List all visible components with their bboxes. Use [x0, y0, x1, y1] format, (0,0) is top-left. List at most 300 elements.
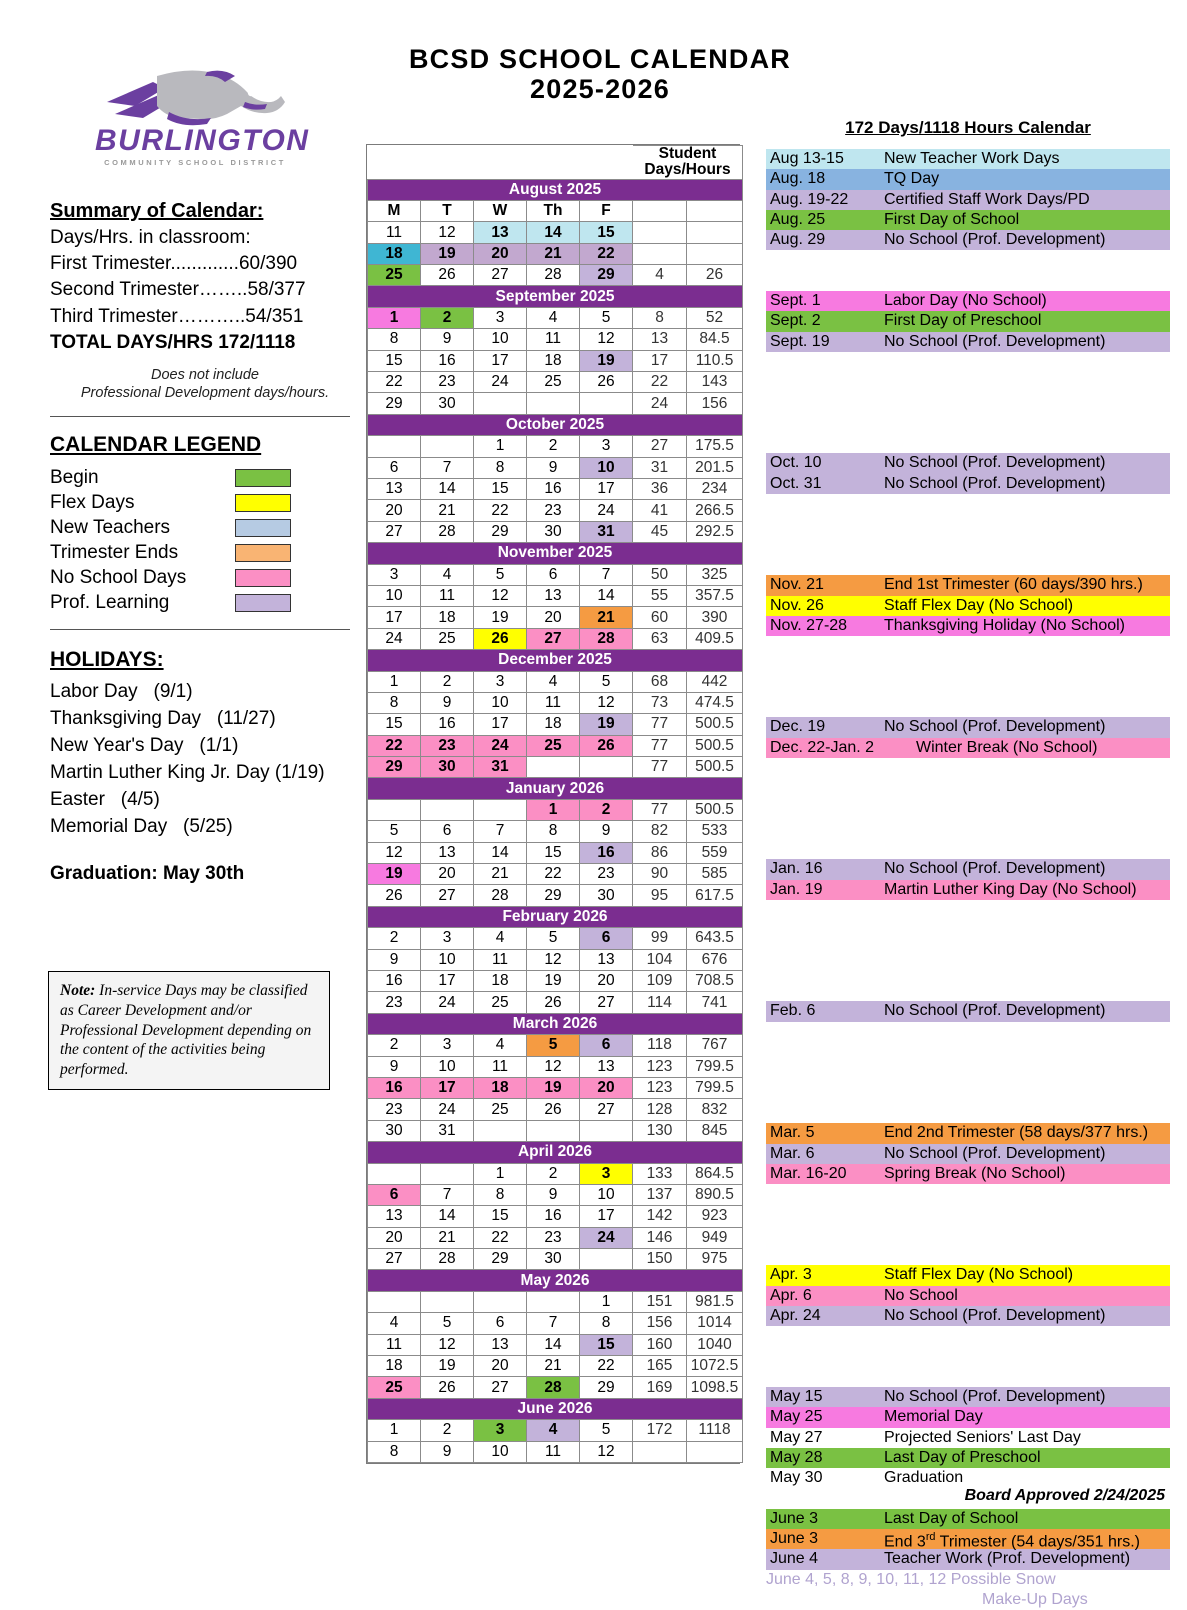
student-hours-cell: 201.5 — [687, 457, 743, 478]
key-date-row — [766, 1428, 1170, 1448]
calendar-day-cell: 10 — [474, 329, 527, 350]
calendar-day-cell: 3 — [580, 1163, 633, 1184]
student-hours-cell: 390 — [687, 607, 743, 628]
calendar-day-cell: 11 — [368, 1334, 421, 1355]
key-dates-spacer — [766, 1245, 1170, 1265]
key-date-description: Staff Flex Day (No School) — [884, 1266, 1074, 1284]
key-dates-spacer — [766, 1347, 1170, 1367]
calendar-day-cell — [474, 1291, 527, 1312]
key-date-date: Nov. 27-28 — [770, 616, 848, 634]
key-date-row — [766, 859, 1170, 879]
summary-footnote-line2: Professional Development days/hours. — [80, 385, 330, 402]
calendar-day-cell: 8 — [527, 821, 580, 842]
calendar-day-cell: 22 — [368, 735, 421, 756]
calendar-day-cell: 15 — [368, 350, 421, 371]
legend-label: Flex Days — [50, 491, 135, 513]
calendar-day-cell: 21 — [421, 500, 474, 521]
calendar-day-cell: 30 — [527, 521, 580, 542]
calendar-day-cell: 16 — [527, 479, 580, 500]
student-hours-cell: 890.5 — [687, 1184, 743, 1205]
key-date-row — [766, 149, 1170, 169]
month-header-row — [368, 1270, 743, 1291]
calendar-day-cell: 19 — [527, 1077, 580, 1098]
calendar-day-cell: 12 — [421, 222, 474, 243]
day-of-week-header: F — [580, 200, 633, 221]
student-days-cell: 77 — [633, 757, 687, 778]
calendar-day-cell: 29 — [368, 393, 421, 414]
student-hours-cell: 143 — [687, 372, 743, 393]
key-dates-spacer — [766, 697, 1170, 717]
calendar-day-cell: 23 — [421, 372, 474, 393]
key-date-date: Apr. 6 — [770, 1286, 812, 1304]
month-header-row — [368, 650, 743, 671]
calendar-day-cell: 29 — [527, 885, 580, 906]
calendar-day-cell — [474, 799, 527, 820]
key-dates-list — [766, 149, 1170, 1570]
calendar-day-cell: 28 — [527, 265, 580, 286]
key-date-date: Mar. 16-20 — [770, 1164, 847, 1182]
calendar-day-cell: 11 — [527, 1441, 580, 1462]
calendar-day-cell: 28 — [580, 628, 633, 649]
calendar-day-cell: 30 — [580, 885, 633, 906]
key-date-row — [766, 291, 1170, 311]
student-hours-cell: 617.5 — [687, 885, 743, 906]
calendar-day-cell — [527, 1120, 580, 1141]
key-date-description: Graduation — [884, 1469, 964, 1487]
calendar-day-cell: 26 — [527, 1099, 580, 1120]
key-dates-spacer — [766, 941, 1170, 961]
calendar-day-cell: 18 — [474, 970, 527, 991]
key-date-row — [766, 1468, 1170, 1488]
calendar-day-cell: 1 — [580, 1291, 633, 1312]
calendar-day-cell: 21 — [527, 243, 580, 264]
calendar-day-cell: 25 — [474, 992, 527, 1013]
holiday-item: New Year's Day (1/1) — [50, 735, 239, 757]
calendar-day-cell: 20 — [474, 243, 527, 264]
calendar-day-cell: 8 — [368, 329, 421, 350]
key-dates-spacer — [766, 1225, 1170, 1245]
calendar-day-cell: 6 — [421, 821, 474, 842]
calendar-day-cell: 3 — [474, 307, 527, 328]
student-days-cell: 151 — [633, 1291, 687, 1312]
key-date-date: Aug. 18 — [770, 170, 826, 188]
calendar-day-cell: 14 — [527, 222, 580, 243]
calendar-day-cell: 24 — [421, 992, 474, 1013]
calendar-day-cell: 29 — [580, 265, 633, 286]
key-dates-spacer — [766, 758, 1170, 778]
calendar-week-row — [368, 1206, 743, 1227]
key-date-date: Dec. 22-Jan. 2 — [770, 738, 875, 756]
student-days-cell — [633, 222, 687, 243]
student-hours-cell: 266.5 — [687, 500, 743, 521]
key-date-row — [766, 169, 1170, 189]
day-of-week-header: W — [474, 200, 527, 221]
key-dates-spacer — [766, 1103, 1170, 1123]
calendar-week-row — [368, 1334, 743, 1355]
calendar-day-cell — [580, 1249, 633, 1270]
legend-label: No School Days — [50, 566, 187, 588]
calendar-week-row — [368, 436, 743, 457]
calendar-day-cell: 31 — [421, 1120, 474, 1141]
calendar-header-blank — [580, 146, 633, 180]
key-date-date: Oct. 10 — [770, 454, 822, 472]
legend-label: Prof. Learning — [50, 591, 170, 613]
key-date-date: Nov. 26 — [770, 596, 824, 614]
calendar-header-blank — [474, 146, 527, 180]
calendar-day-cell: 6 — [368, 1184, 421, 1205]
student-hours-cell: 292.5 — [687, 521, 743, 542]
calendar-day-cell: 22 — [474, 500, 527, 521]
calendar-day-cell: 19 — [421, 1356, 474, 1377]
calendar-day-cell: 9 — [527, 1184, 580, 1205]
calendar-day-cell: 20 — [527, 607, 580, 628]
calendar-day-cell: 25 — [474, 1099, 527, 1120]
calendar-day-cell: 18 — [527, 714, 580, 735]
calendar-day-cell: 9 — [527, 457, 580, 478]
key-date-description: Teacher Work (Prof. Development) — [884, 1550, 1131, 1568]
student-hours-cell: 643.5 — [687, 928, 743, 949]
calendar-day-cell: 1 — [368, 1420, 421, 1441]
student-hours-cell: 175.5 — [687, 436, 743, 457]
student-days-cell: 68 — [633, 671, 687, 692]
calendar-day-cell: 4 — [474, 1035, 527, 1056]
student-hours-cell: 864.5 — [687, 1163, 743, 1184]
calendar-week-row — [368, 1420, 743, 1441]
calendar-day-cell: 17 — [421, 1077, 474, 1098]
key-date-description: End 3rd Trimester (54 days/351 hrs.) — [884, 1530, 1140, 1550]
calendar-week-row — [368, 714, 743, 735]
calendar-week-row — [368, 949, 743, 970]
day-of-week-header: T — [421, 200, 474, 221]
calendar-week-row — [368, 842, 743, 863]
calendar-week-row — [368, 1227, 743, 1248]
calendar-day-cell: 26 — [580, 735, 633, 756]
student-days-cell: 77 — [633, 735, 687, 756]
calendar-day-cell: 3 — [368, 564, 421, 585]
calendar-day-cell: 27 — [368, 1249, 421, 1270]
key-date-description: No School (Prof. Development) — [884, 860, 1106, 878]
calendar-day-cell: 1 — [368, 307, 421, 328]
key-dates-spacer — [766, 677, 1170, 697]
day-of-week-row — [368, 200, 743, 221]
key-date-date: Sept. 1 — [770, 292, 821, 310]
calendar-day-cell: 16 — [368, 970, 421, 991]
snow-makeup-line1: June 4, 5, 8, 9, 10, 11, 12 Possible Snow — [766, 1570, 1056, 1588]
calendar-day-cell: 14 — [474, 842, 527, 863]
calendar-day-cell: 1 — [527, 799, 580, 820]
summary-footnote — [50, 366, 360, 402]
calendar-day-cell — [527, 393, 580, 414]
calendar-day-cell: 10 — [580, 457, 633, 478]
student-days-cell: 137 — [633, 1184, 687, 1205]
student-hours-cell: 474.5 — [687, 692, 743, 713]
calendar-day-cell: 28 — [474, 885, 527, 906]
student-days-cell: 77 — [633, 799, 687, 820]
key-dates-spacer — [766, 494, 1170, 514]
calendar-day-cell: 21 — [527, 1356, 580, 1377]
student-days-cell: 36 — [633, 479, 687, 500]
calendar-week-row — [368, 1099, 743, 1120]
calendar-day-cell: 14 — [580, 585, 633, 606]
calendar-day-cell: 9 — [421, 1441, 474, 1462]
calendar-day-cell: 18 — [368, 1356, 421, 1377]
calendar-day-cell: 7 — [474, 821, 527, 842]
key-date-description: No School (Prof. Development) — [884, 1306, 1106, 1324]
calendar-day-cell: 24 — [580, 1227, 633, 1248]
key-dates-spacer — [766, 352, 1170, 372]
calendar-day-cell: 11 — [527, 692, 580, 713]
calendar-day-cell: 15 — [580, 222, 633, 243]
student-hours-cell: 26 — [687, 265, 743, 286]
calendar-week-row — [368, 1120, 743, 1141]
student-days-cell: 77 — [633, 714, 687, 735]
calendar-day-cell: 4 — [368, 1313, 421, 1334]
key-dates-spacer — [766, 1184, 1170, 1204]
calendar-day-cell: 12 — [474, 585, 527, 606]
calendar-day-cell: 20 — [580, 970, 633, 991]
key-date-row — [766, 190, 1170, 210]
key-date-date: June 3 — [770, 1530, 819, 1548]
month-header-row — [368, 1142, 743, 1163]
calendar-day-cell: 19 — [580, 714, 633, 735]
note-label: Note: — [60, 982, 96, 999]
student-days-cell: 109 — [633, 970, 687, 991]
calendar-day-cell: 10 — [421, 1056, 474, 1077]
student-days-cell: 4 — [633, 265, 687, 286]
divider-1 — [50, 416, 350, 417]
key-dates-spacer — [766, 1042, 1170, 1062]
key-date-date: Sept. 2 — [770, 312, 821, 330]
divider-2 — [50, 629, 350, 630]
calendar-week-row — [368, 1056, 743, 1077]
key-date-description: No School (Prof. Development) — [884, 1002, 1106, 1020]
month-name: May 2026 — [368, 1270, 743, 1291]
calendar-day-cell: 26 — [421, 265, 474, 286]
month-name: October 2025 — [368, 414, 743, 435]
key-date-date: Dec. 19 — [770, 718, 826, 736]
summary-third-trimester: Third Trimester………..54/351 — [50, 305, 304, 327]
student-days-cell: 118 — [633, 1035, 687, 1056]
holiday-item: Labor Day (9/1) — [50, 681, 193, 703]
key-date-date: Jan. 16 — [770, 860, 823, 878]
calendar-week-row — [368, 564, 743, 585]
key-dates-spacer — [766, 433, 1170, 453]
calendar-day-cell: 24 — [368, 628, 421, 649]
key-date-date: Jan. 19 — [770, 880, 823, 898]
key-date-row — [766, 880, 1170, 900]
student-days-cell: 24 — [633, 393, 687, 414]
key-date-description: No School (Prof. Development) — [884, 231, 1106, 249]
student-days-cell: 150 — [633, 1249, 687, 1270]
key-date-date: Aug 13-15 — [770, 150, 844, 167]
key-date-description: No School (Prof. Development) — [884, 332, 1106, 350]
calendar-day-cell: 11 — [474, 1056, 527, 1077]
key-dates-spacer — [766, 372, 1170, 392]
calendar-day-cell: 4 — [421, 564, 474, 585]
key-date-row — [766, 311, 1170, 331]
calendar-week-row — [368, 585, 743, 606]
student-hours-cell: 500.5 — [687, 799, 743, 820]
calendar-day-cell — [368, 1291, 421, 1312]
calendar-day-cell: 24 — [474, 735, 527, 756]
key-dates-spacer — [766, 636, 1170, 656]
student-days-cell: 123 — [633, 1077, 687, 1098]
calendar-week-row — [368, 350, 743, 371]
student-hours-cell: 52 — [687, 307, 743, 328]
calendar-day-cell: 19 — [580, 350, 633, 371]
calendar-week-row — [368, 1163, 743, 1184]
calendar-week-row — [368, 393, 743, 414]
key-date-description: End 1st Trimester (60 days/390 hrs.) — [884, 576, 1143, 594]
legend-row — [50, 565, 360, 590]
calendar-day-cell: 26 — [474, 628, 527, 649]
calendar-day-cell: 27 — [580, 992, 633, 1013]
key-date-description: Staff Flex Day (No School) — [884, 596, 1074, 614]
month-name: December 2025 — [368, 650, 743, 671]
calendar-day-cell: 13 — [474, 222, 527, 243]
student-days-cell: 27 — [633, 436, 687, 457]
month-name: September 2025 — [368, 286, 743, 307]
calendar-week-row — [368, 1313, 743, 1334]
calendar-day-cell: 8 — [474, 1184, 527, 1205]
key-dates-spacer — [766, 839, 1170, 859]
calendar-day-cell: 31 — [474, 757, 527, 778]
calendar-day-cell: 20 — [368, 1227, 421, 1248]
calendar-day-cell: 8 — [368, 692, 421, 713]
calendar-table — [367, 145, 743, 1463]
student-hours-cell — [687, 222, 743, 243]
calendar-day-cell — [474, 1120, 527, 1141]
calendar-day-cell: 9 — [580, 821, 633, 842]
calendar-day-cell: 14 — [527, 1334, 580, 1355]
student-days-header-cell — [633, 200, 687, 221]
key-dates-spacer — [766, 1022, 1170, 1042]
student-hours-cell: 442 — [687, 671, 743, 692]
key-date-row — [766, 575, 1170, 595]
key-date-date: Oct. 31 — [770, 474, 822, 492]
month-name: November 2025 — [368, 543, 743, 564]
student-hours-cell: 981.5 — [687, 1291, 743, 1312]
calendar-day-cell: 7 — [527, 1313, 580, 1334]
month-name: April 2026 — [368, 1142, 743, 1163]
logo-subtext: COMMUNITY SCHOOL DISTRICT — [104, 158, 286, 167]
key-date-date: Nov. 21 — [770, 576, 824, 594]
calendar-day-cell: 15 — [580, 1334, 633, 1355]
student-hours-cell: 1072.5 — [687, 1356, 743, 1377]
calendar-day-cell: 5 — [580, 307, 633, 328]
calendar-day-cell: 22 — [474, 1227, 527, 1248]
key-date-description: No School (Prof. Development) — [884, 454, 1106, 472]
calendar-day-cell: 19 — [527, 970, 580, 991]
legend-swatch — [235, 519, 291, 537]
key-date-description: Last Day of School — [884, 1509, 1019, 1527]
calendar-day-cell: 30 — [527, 1249, 580, 1270]
calendar-day-cell — [368, 1163, 421, 1184]
calendar-day-cell: 15 — [527, 842, 580, 863]
left-info-column — [50, 200, 360, 885]
month-name: January 2026 — [368, 778, 743, 799]
key-dates-spacer — [766, 981, 1170, 1001]
calendar-week-row — [368, 329, 743, 350]
calendar-day-cell — [368, 799, 421, 820]
calendar-day-cell: 3 — [421, 1035, 474, 1056]
key-date-description: Certified Staff Work Days/PD — [884, 190, 1090, 208]
calendar-day-cell: 16 — [421, 350, 474, 371]
calendar-day-cell: 13 — [421, 842, 474, 863]
month-name: August 2025 — [368, 179, 743, 200]
key-dates-spacer — [766, 555, 1170, 575]
calendar-day-cell: 13 — [527, 585, 580, 606]
month-header-row — [368, 906, 743, 927]
month-header-row — [368, 778, 743, 799]
calendar-day-cell: 9 — [368, 949, 421, 970]
key-date-row — [766, 717, 1170, 737]
calendar-day-cell: 24 — [580, 500, 633, 521]
calendar-day-cell: 23 — [527, 1227, 580, 1248]
key-dates-spacer — [766, 819, 1170, 839]
calendar-day-cell: 3 — [474, 1420, 527, 1441]
legend-swatch — [235, 569, 291, 587]
calendar-day-cell: 23 — [368, 992, 421, 1013]
student-hours-cell: 500.5 — [687, 757, 743, 778]
calendar-day-cell: 18 — [474, 1077, 527, 1098]
student-days-cell: 17 — [633, 350, 687, 371]
key-date-date: June 3 — [770, 1509, 819, 1527]
calendar-header-blank — [421, 146, 474, 180]
calendar-day-cell: 12 — [580, 329, 633, 350]
student-days-cell — [633, 1441, 687, 1462]
key-date-date: Mar. 6 — [770, 1144, 815, 1162]
key-date-date: May 28 — [770, 1449, 823, 1466]
student-hours-cell: 832 — [687, 1099, 743, 1120]
calendar-day-cell: 31 — [580, 521, 633, 542]
calendar-day-cell: 9 — [421, 329, 474, 350]
key-dates-spacer — [766, 535, 1170, 555]
student-hours-cell: 676 — [687, 949, 743, 970]
key-dates-spacer — [766, 514, 1170, 534]
calendar-day-cell: 8 — [474, 457, 527, 478]
student-hours-cell: 500.5 — [687, 714, 743, 735]
calendar-day-cell: 5 — [474, 564, 527, 585]
key-dates-spacer — [766, 1326, 1170, 1346]
summary-total: TOTAL DAYS/HRS 172/1118 — [50, 331, 296, 353]
key-date-row — [766, 616, 1170, 636]
student-hours-cell: 975 — [687, 1249, 743, 1270]
student-hours-cell: 234 — [687, 479, 743, 500]
calendar-day-cell: 1 — [474, 1163, 527, 1184]
key-dates-spacer — [766, 799, 1170, 819]
key-date-date: June 4 — [770, 1550, 819, 1568]
key-date-description: New Teacher Work Days — [884, 150, 1060, 167]
calendar-day-cell: 9 — [368, 1056, 421, 1077]
student-hours-cell: 799.5 — [687, 1056, 743, 1077]
student-days-cell: 104 — [633, 949, 687, 970]
calendar-day-cell: 6 — [474, 1313, 527, 1334]
key-date-description: No School (Prof. Development) — [884, 718, 1106, 736]
calendar-day-cell: 5 — [527, 928, 580, 949]
district-logo — [95, 62, 310, 177]
calendar-day-cell: 12 — [580, 1441, 633, 1462]
calendar-day-cell: 11 — [474, 949, 527, 970]
calendar-day-cell: 27 — [580, 1099, 633, 1120]
legend-label: New Teachers — [50, 516, 171, 538]
calendar-day-cell: 2 — [527, 1163, 580, 1184]
student-hours-cell: 949 — [687, 1227, 743, 1248]
legend-swatch — [235, 594, 291, 612]
key-date-description: Labor Day (No School) — [884, 292, 1047, 310]
student-days-hours-header: Student Days/Hours — [633, 146, 743, 180]
calendar-day-cell: 16 — [580, 842, 633, 863]
